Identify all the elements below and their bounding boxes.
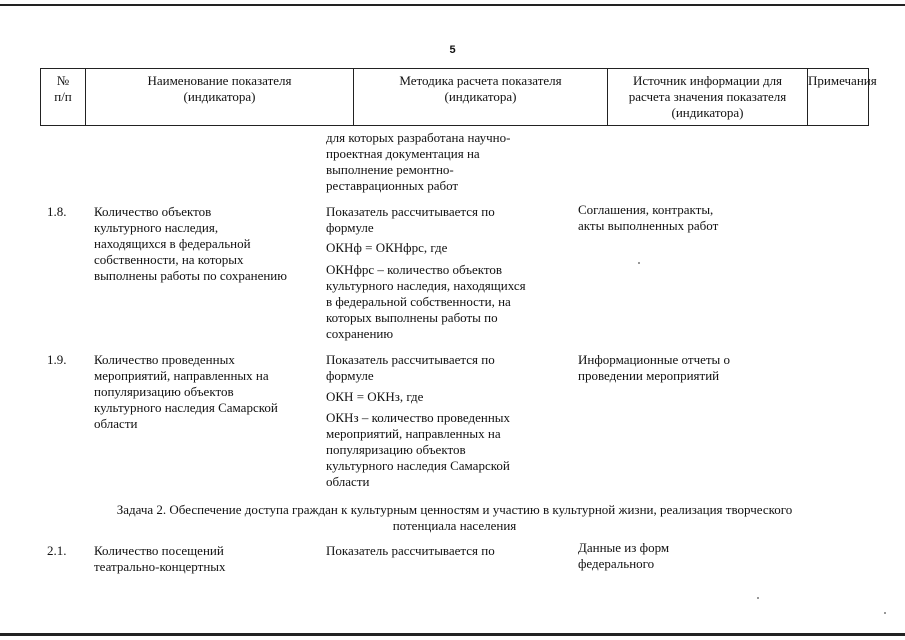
top-border-line bbox=[0, 4, 905, 6]
header-cell-source: Источник информации для расчета значения показателя (индикатора) bbox=[608, 69, 808, 125]
indicator-name: Количество объектов культурного наследия, находящихся в федеральной собственности, на которых выполнены работы по сохранению bbox=[94, 204, 287, 283]
method-intro: Показатель рассчитывается по формуле bbox=[326, 204, 495, 235]
header-cell-method: Методика расчета показателя (индикатора) bbox=[354, 69, 608, 125]
header-cell-number: № п/п bbox=[41, 69, 86, 125]
method-formula: ОКНф = ОКНфрс, где bbox=[326, 240, 448, 255]
scan-speck bbox=[884, 612, 886, 614]
header-cell-notes: Примечания bbox=[808, 73, 877, 88]
info-source: Информационные отчеты о проведении мероприятий bbox=[578, 352, 731, 383]
task-heading: Задача 2. Обеспечение доступа граждан к культурным ценностям и участию в культурной жизни, реализация творческого потенциала населения bbox=[116, 502, 793, 533]
method-definition: ОКНз – количество проведенных мероприятий, направленных на популяризацию объектов культурного наследия Самарской области bbox=[326, 410, 511, 489]
info-source: Соглашения, контракты, акты выполненных работ bbox=[578, 202, 719, 233]
page-number: 5 bbox=[449, 44, 456, 56]
row-number: 2.1. bbox=[47, 543, 67, 558]
scan-speck bbox=[638, 262, 640, 264]
indicator-name: Количество проведенных мероприятий, направленных на популяризацию объектов культурного наследия Самарской области bbox=[94, 352, 278, 431]
info-source: Данные из форм федерального bbox=[578, 540, 670, 571]
continuation-method-text: для которых разработана научно- проектная документация на выполнение ремонтно- реставрационных работ bbox=[326, 130, 511, 193]
method-intro: Показатель рассчитывается по bbox=[326, 543, 495, 558]
row-number: 1.8. bbox=[47, 204, 67, 219]
method-formula: ОКН = ОКНз, где bbox=[326, 389, 424, 404]
method-definition: ОКНфрс – количество объектов культурного наследия, находящихся в федеральной собственности, на которых выполнены работы по сохранению bbox=[326, 262, 526, 341]
table-header bbox=[40, 68, 877, 126]
indicator-name: Количество посещений театрально-концертных bbox=[94, 543, 226, 574]
header-cell-indicator-name: Наименование показателя (индикатора) bbox=[86, 69, 354, 125]
bottom-border-line bbox=[0, 633, 905, 636]
method-intro: Показатель рассчитывается по формуле bbox=[326, 352, 495, 383]
scan-speck bbox=[757, 597, 759, 599]
row-number: 1.9. bbox=[47, 352, 67, 367]
